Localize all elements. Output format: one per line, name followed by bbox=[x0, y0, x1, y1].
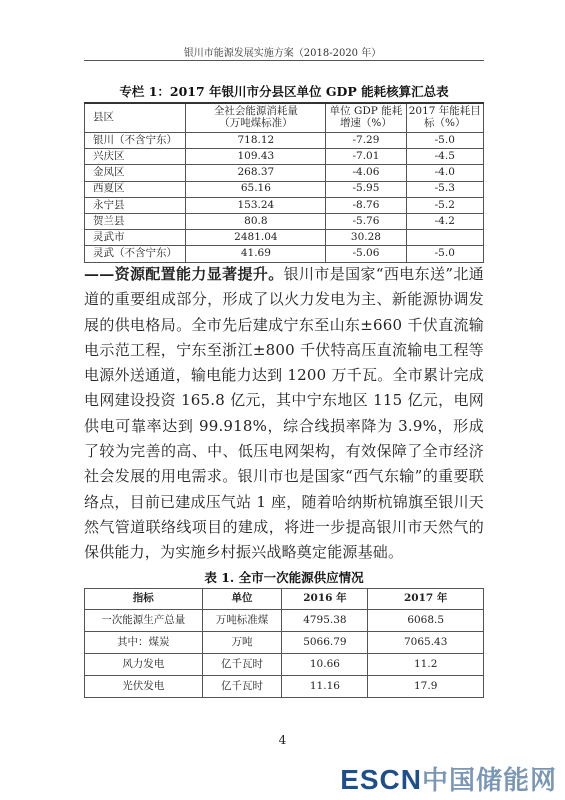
paragraph-lead: ——资源配置能力显著提升。 bbox=[84, 265, 284, 283]
table-row bbox=[85, 197, 484, 213]
watermark-brand-cn: 中国储能网 bbox=[421, 765, 557, 795]
table-cell: 灵武（不含宁东） bbox=[85, 246, 186, 262]
table-row bbox=[85, 632, 484, 654]
table2-col-2017: 2017 年 bbox=[368, 589, 484, 610]
table1-header-row bbox=[85, 103, 484, 133]
page-number: 4 bbox=[278, 733, 287, 747]
table-cell bbox=[406, 230, 483, 246]
table1-caption: 专栏 1：2017 年银川市分县区单位 GDP 能耗核算汇总表 bbox=[119, 84, 449, 99]
table-cell: 30.28 bbox=[326, 230, 406, 246]
table-cell: 17.9 bbox=[368, 676, 484, 698]
table-cell: 银川（不含宁东） bbox=[85, 133, 186, 149]
table1-col-region: 县区 bbox=[85, 103, 186, 133]
table-cell: 万吨标准煤 bbox=[202, 610, 282, 632]
table2-col-unit: 单位 bbox=[202, 589, 282, 610]
table1-col-consumption bbox=[186, 103, 326, 133]
table-cell: -5.0 bbox=[406, 246, 483, 262]
table2 bbox=[84, 588, 484, 698]
table-cell: -5.0 bbox=[406, 133, 483, 149]
table-cell: 5066.79 bbox=[282, 632, 368, 654]
table-cell: 65.16 bbox=[186, 181, 326, 197]
table-cell: -5.95 bbox=[326, 181, 406, 197]
table2-col-indicator: 指标 bbox=[85, 589, 203, 610]
table-cell: 永宁县 bbox=[85, 197, 186, 213]
table-cell: 贺兰县 bbox=[85, 213, 186, 229]
table-cell: -7.29 bbox=[326, 133, 406, 149]
table-cell: -5.06 bbox=[326, 246, 406, 262]
table-cell: 268.37 bbox=[186, 165, 326, 181]
header-rule bbox=[84, 60, 484, 61]
table-cell: 亿千瓦时 bbox=[202, 654, 282, 676]
table-cell: 80.8 bbox=[186, 213, 326, 229]
table-row bbox=[85, 230, 484, 246]
table-row bbox=[85, 213, 484, 229]
table-cell: -4.0 bbox=[406, 165, 483, 181]
table-cell: 4795.38 bbox=[282, 610, 368, 632]
table1-col-gdp-rate-label: 单位 GDP 能耗 增速（%） bbox=[329, 105, 403, 129]
table-cell: -4.2 bbox=[406, 213, 483, 229]
table1-col-consumption-label: 全社会能源消耗量 （万吨煤标准） bbox=[213, 105, 298, 129]
table-cell: 亿千瓦时 bbox=[202, 676, 282, 698]
table-row bbox=[85, 133, 484, 149]
table-cell: -5.76 bbox=[326, 213, 406, 229]
table2-header-row bbox=[85, 589, 484, 610]
table-cell: 2481.04 bbox=[186, 230, 326, 246]
table-row bbox=[85, 654, 484, 676]
table-cell: -7.01 bbox=[326, 149, 406, 165]
body-paragraph bbox=[84, 262, 484, 566]
table1-col-target-label: 2017 年能耗目 标（%） bbox=[408, 105, 481, 129]
table-cell: 153.24 bbox=[186, 197, 326, 213]
table1-col-gdp-rate bbox=[326, 103, 406, 133]
watermark-brand-latin: ESCN bbox=[340, 764, 422, 795]
table-cell: 光伏发电 bbox=[85, 676, 203, 698]
table-cell: 6068.5 bbox=[368, 610, 484, 632]
table-cell: 一次能源生产总量 bbox=[85, 610, 203, 632]
table2-caption: 表 1. 全市一次能源供应情况 bbox=[204, 570, 364, 585]
table-cell: -4.5 bbox=[406, 149, 483, 165]
table-cell: -8.76 bbox=[326, 197, 406, 213]
table-cell: -4.06 bbox=[326, 165, 406, 181]
table-cell: -5.2 bbox=[406, 197, 483, 213]
table-cell: 718.12 bbox=[186, 133, 326, 149]
table-cell: 109.43 bbox=[186, 149, 326, 165]
table-row bbox=[85, 610, 484, 632]
table-row bbox=[85, 676, 484, 698]
table-cell: 风力发电 bbox=[85, 654, 203, 676]
table-cell: 11.2 bbox=[368, 654, 484, 676]
table-cell: 11.16 bbox=[282, 676, 368, 698]
table1-col-target bbox=[406, 103, 483, 133]
table-cell: 兴庆区 bbox=[85, 149, 186, 165]
table-cell: 其中：煤炭 bbox=[85, 632, 203, 654]
table-cell: 金凤区 bbox=[85, 165, 186, 181]
table-cell: -5.3 bbox=[406, 181, 483, 197]
table-cell: 万吨 bbox=[202, 632, 282, 654]
table-cell: 灵武市 bbox=[85, 230, 186, 246]
watermark-logo bbox=[340, 760, 557, 797]
table-cell: 41.69 bbox=[186, 246, 326, 262]
table-row bbox=[85, 181, 484, 197]
table-row bbox=[85, 246, 484, 262]
table-row bbox=[85, 149, 484, 165]
table-row bbox=[85, 165, 484, 181]
table-cell: 7065.43 bbox=[368, 632, 484, 654]
table2-col-2016: 2016 年 bbox=[282, 589, 368, 610]
paragraph-text: 银川市是国家“西电东送”北通道的重要组成部分，形成了以火力发电为主、新能源协调发展的供电格局。全市先后建成宁东至山东±660 千伏直流输电示范工程，宁东至浙江±800 千伏特高压直流输电工程等电源外送通道，输电能力达到 1200 万千瓦。全市累计完成电网建设投资 165.8 亿元，其中宁东地区 115 亿元，电网供电可靠率达到 99.918%，综合线损率降为 3.9%，形成了较为完善的高、中、低压电网架构，有效保障了全市经济社会发展的用电需求。银川市也是国家“西气东输”的重要联络点，目前已建成压气站 1 座，随着哈纳斯杭锦旗至银川天然气管道联络线项目的建成，将进一步提高银川市天然气的保供能力，为实施乡村振兴战略奠定能源基础。 bbox=[84, 265, 485, 562]
table1 bbox=[84, 102, 484, 263]
table-cell: 西夏区 bbox=[85, 181, 186, 197]
running-header: 银川市能源发展实施方案（2018-2020 年） bbox=[183, 48, 382, 59]
table-cell: 10.66 bbox=[282, 654, 368, 676]
